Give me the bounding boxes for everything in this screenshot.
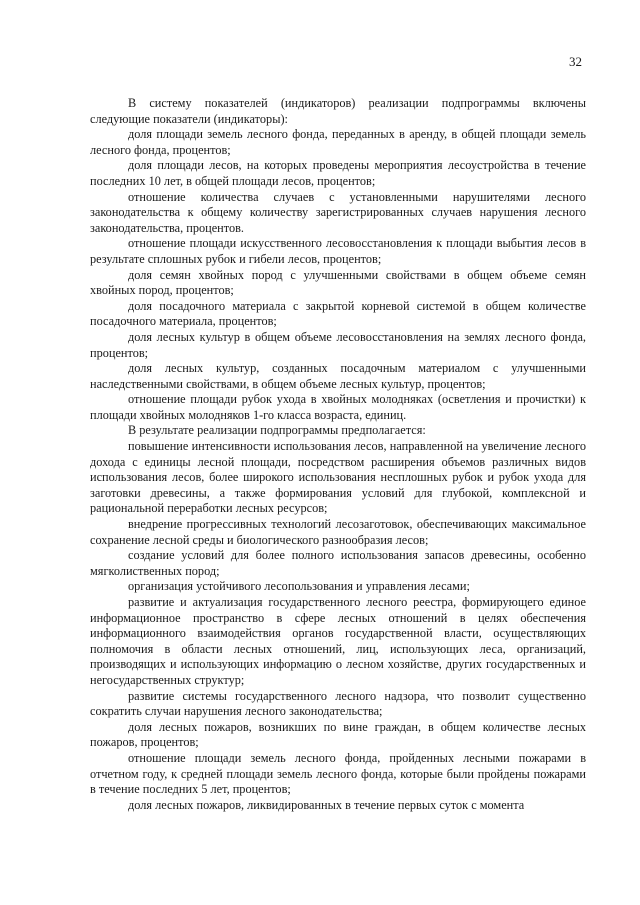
paragraph-19: отношение площади земель лесного фонда, пройденных лесными пожарами в отчетном году, к средней площади земель лесного фонда, которые были пройдены пожарами в течение последних 5 лет, процентов; xyxy=(90,750,586,797)
paragraph-11: В результате реализации подпрограммы предполагается: xyxy=(128,423,426,438)
paragraph-5: отношение площади искусственного лесовосстановления к площади выбытия лесов в результате сплошных рубок и гибели лесов, процентов; xyxy=(90,236,586,266)
paragraph-15: организация устойчивого лесопользования и управления лесами; xyxy=(128,579,470,594)
paragraph-20: доля лесных пожаров, ликвидированных в течение первых суток с момента xyxy=(128,797,525,812)
paragraph-7: доля посадочного материала с закрытой корневой системой в общем количестве посадочного материала, процентов; xyxy=(90,298,586,329)
paragraph-10: отношение площади рубок ухода в хвойных молодняках (осветления и прочистки) к площади хвойных молодняков 1-го класса возраста, единиц. xyxy=(90,392,586,422)
paragraph-16: развитие и актуализация государственного лесного реестра, формирующего единое информационное пространство в сфере лесных отношений в целях обеспечения информационного взаимодействия органов государственной власти, осуществляющих полномочия в области лесных отношений, лиц, использующих леса, организаций, производящих и использующих информацию о лесном хозяйстве, других государственных и негосударственных структур; xyxy=(90,595,586,687)
paragraph-9: доля лесных культур, созданных посадочным материалом с улучшенными наследственными свойствами, в общем объеме лесных культур, процентов; xyxy=(90,361,586,391)
paragraph-18: доля лесных пожаров, возникших по вине граждан, в общем количестве лесных пожаров, процентов; xyxy=(90,719,586,750)
paragraph-12: повышение интенсивности использования лесов, направленной на увеличение лесного дохода с единицы лесной площади, посредством расширения объемов различных видов использования лесов, более широкого использования несплошных рубок и рубок ухода для заготовки древесины, а также формирования условий для глубокой, комплексной и рациональной переработки лесных ресурсов; xyxy=(90,439,586,516)
paragraph-1: В систему показателей (индикаторов) реализации подпрограммы включены следующие показатели (индикаторы): xyxy=(90,96,586,126)
paragraph-13: внедрение прогрессивных технологий лесозаготовок, обеспечивающих максимальное сохранение лесной среды и биологического разнообразия лесов; xyxy=(90,517,586,547)
document-body xyxy=(90,96,586,813)
paragraph-17: развитие системы государственного лесного надзора, что позволит существенно сократить случаи нарушения лесного законодательства; xyxy=(90,688,586,719)
paragraph-2: доля площади земель лесного фонда, переданных в аренду, в общей площади земель лесного фонда, процентов; xyxy=(90,127,586,157)
paragraph-3: доля площади лесов, на которых проведены мероприятия лесоустройства в течение последних 10 лет, в общей площади лесов, процентов; xyxy=(90,158,586,188)
paragraph-8: доля лесных культур в общем объеме лесовосстановления на землях лесного фонда, процентов; xyxy=(90,329,586,360)
paragraph-14: создание условий для более полного использования запасов древесины, особенно мягколиственных пород; xyxy=(90,548,586,578)
page-number: 32 xyxy=(569,54,582,69)
paragraph-6: доля семян хвойных пород с улучшенными свойствами в общем объеме семян хвойных пород, процентов; xyxy=(90,267,586,298)
paragraph-4: отношение количества случаев с установленными нарушителями лесного законодательства к общему количеству зарегистрированных случаев нарушения лесного законодательства, процентов. xyxy=(90,189,586,235)
